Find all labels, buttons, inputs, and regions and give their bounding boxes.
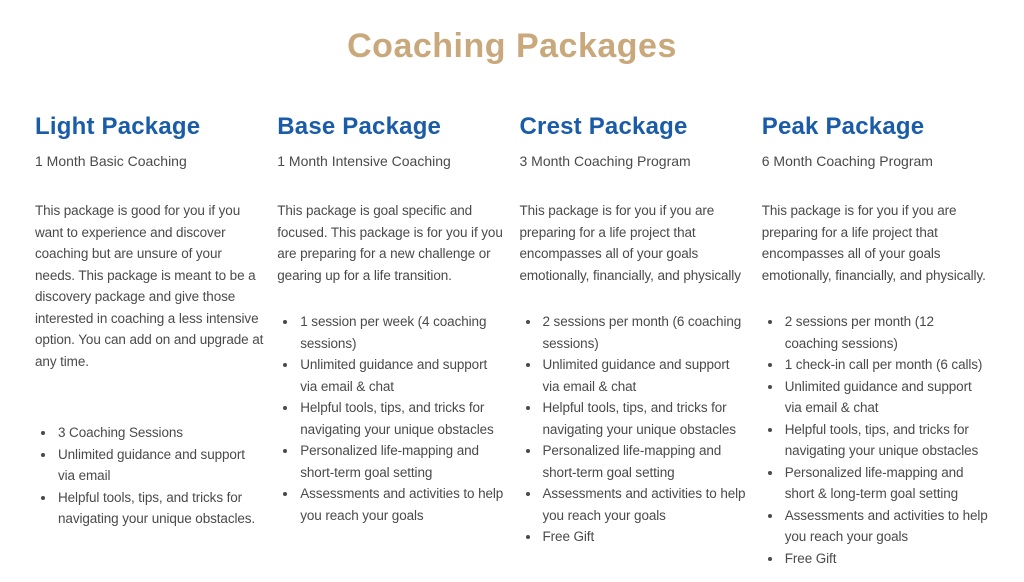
feature-item: • Assessments and activities to help you reach your goals (783, 505, 990, 548)
package-features-list (35, 422, 263, 530)
package-column-crest (520, 113, 748, 569)
package-features-list (520, 311, 748, 548)
package-title: Base Package (277, 113, 442, 140)
feature-item: • Unlimited guidance and support via email & chat (298, 354, 505, 397)
feature-item: • Personalized life-mapping and short-term goal setting (298, 440, 505, 483)
package-subtitle: 3 Month Coaching Program (519, 153, 691, 169)
package-column-base (277, 113, 505, 569)
feature-item: • 2 sessions per month (6 coaching sessions) (541, 311, 748, 354)
feature-item: • Helpful tools, tips, and tricks for navigating your unique obstacles. (56, 487, 263, 530)
package-features-list (277, 311, 505, 526)
feature-item: • Assessments and activities to help you reach your goals (298, 483, 505, 526)
feature-item: • Helpful tools, tips, and tricks for navigating your unique obstacles (298, 397, 505, 440)
packages-grid (35, 113, 990, 569)
feature-item: • Personalized life-mapping and short-term goal setting (541, 440, 748, 483)
feature-item: • Unlimited guidance and support via email & chat (541, 354, 748, 397)
page-title: Coaching Packages (347, 27, 677, 65)
feature-item: • Assessments and activities to help you reach your goals (541, 483, 748, 526)
feature-item: • Personalized life-mapping and short & long-term goal setting (783, 462, 990, 505)
package-title: Peak Package (761, 113, 925, 140)
package-description: This package is for you if you are preparing for a life project that encompasses all of your goals emotionally, financially, and physically (519, 203, 741, 283)
package-subtitle: 6 Month Coaching Program (761, 153, 933, 169)
feature-item: • Free Gift (541, 526, 748, 548)
feature-item: • 3 Coaching Sessions (56, 422, 263, 444)
package-description: This package is good for you if you want to experience and discover coaching but are unsure of your needs. This package is meant to be a discovery package and give those interested in coaching a less intensive option. You can add on and upgrade at any time. (35, 203, 264, 369)
package-description: This package is for you if you are preparing for a life project that encompasses all of your goals emotionally, financially, and physically. (761, 203, 986, 283)
package-column-peak (762, 113, 990, 569)
package-column-light (35, 113, 263, 569)
package-title: Crest Package (519, 113, 688, 140)
package-title: Light Package (35, 113, 201, 140)
package-subtitle: 1 Month Intensive Coaching (277, 153, 451, 169)
package-features-list (762, 311, 990, 569)
package-description: This package is goal specific and focused. This package is for you if you are preparing for a new challenge or gearing up for a life transition. (277, 203, 503, 283)
feature-item: • Unlimited guidance and support via email & chat (783, 376, 990, 419)
feature-item: • Helpful tools, tips, and tricks for navigating your unique obstacles (783, 419, 990, 462)
feature-item: • 1 check-in call per month (6 calls) (783, 354, 990, 376)
feature-item: • 2 sessions per month (12 coaching sessions) (783, 311, 990, 354)
feature-item: • Unlimited guidance and support via email (56, 444, 263, 487)
feature-item: • 1 session per week (4 coaching sessions) (298, 311, 505, 354)
feature-item: • Free Gift (783, 548, 990, 570)
feature-item: • Helpful tools, tips, and tricks for navigating your unique obstacles (541, 397, 748, 440)
package-subtitle: 1 Month Basic Coaching (35, 153, 187, 169)
